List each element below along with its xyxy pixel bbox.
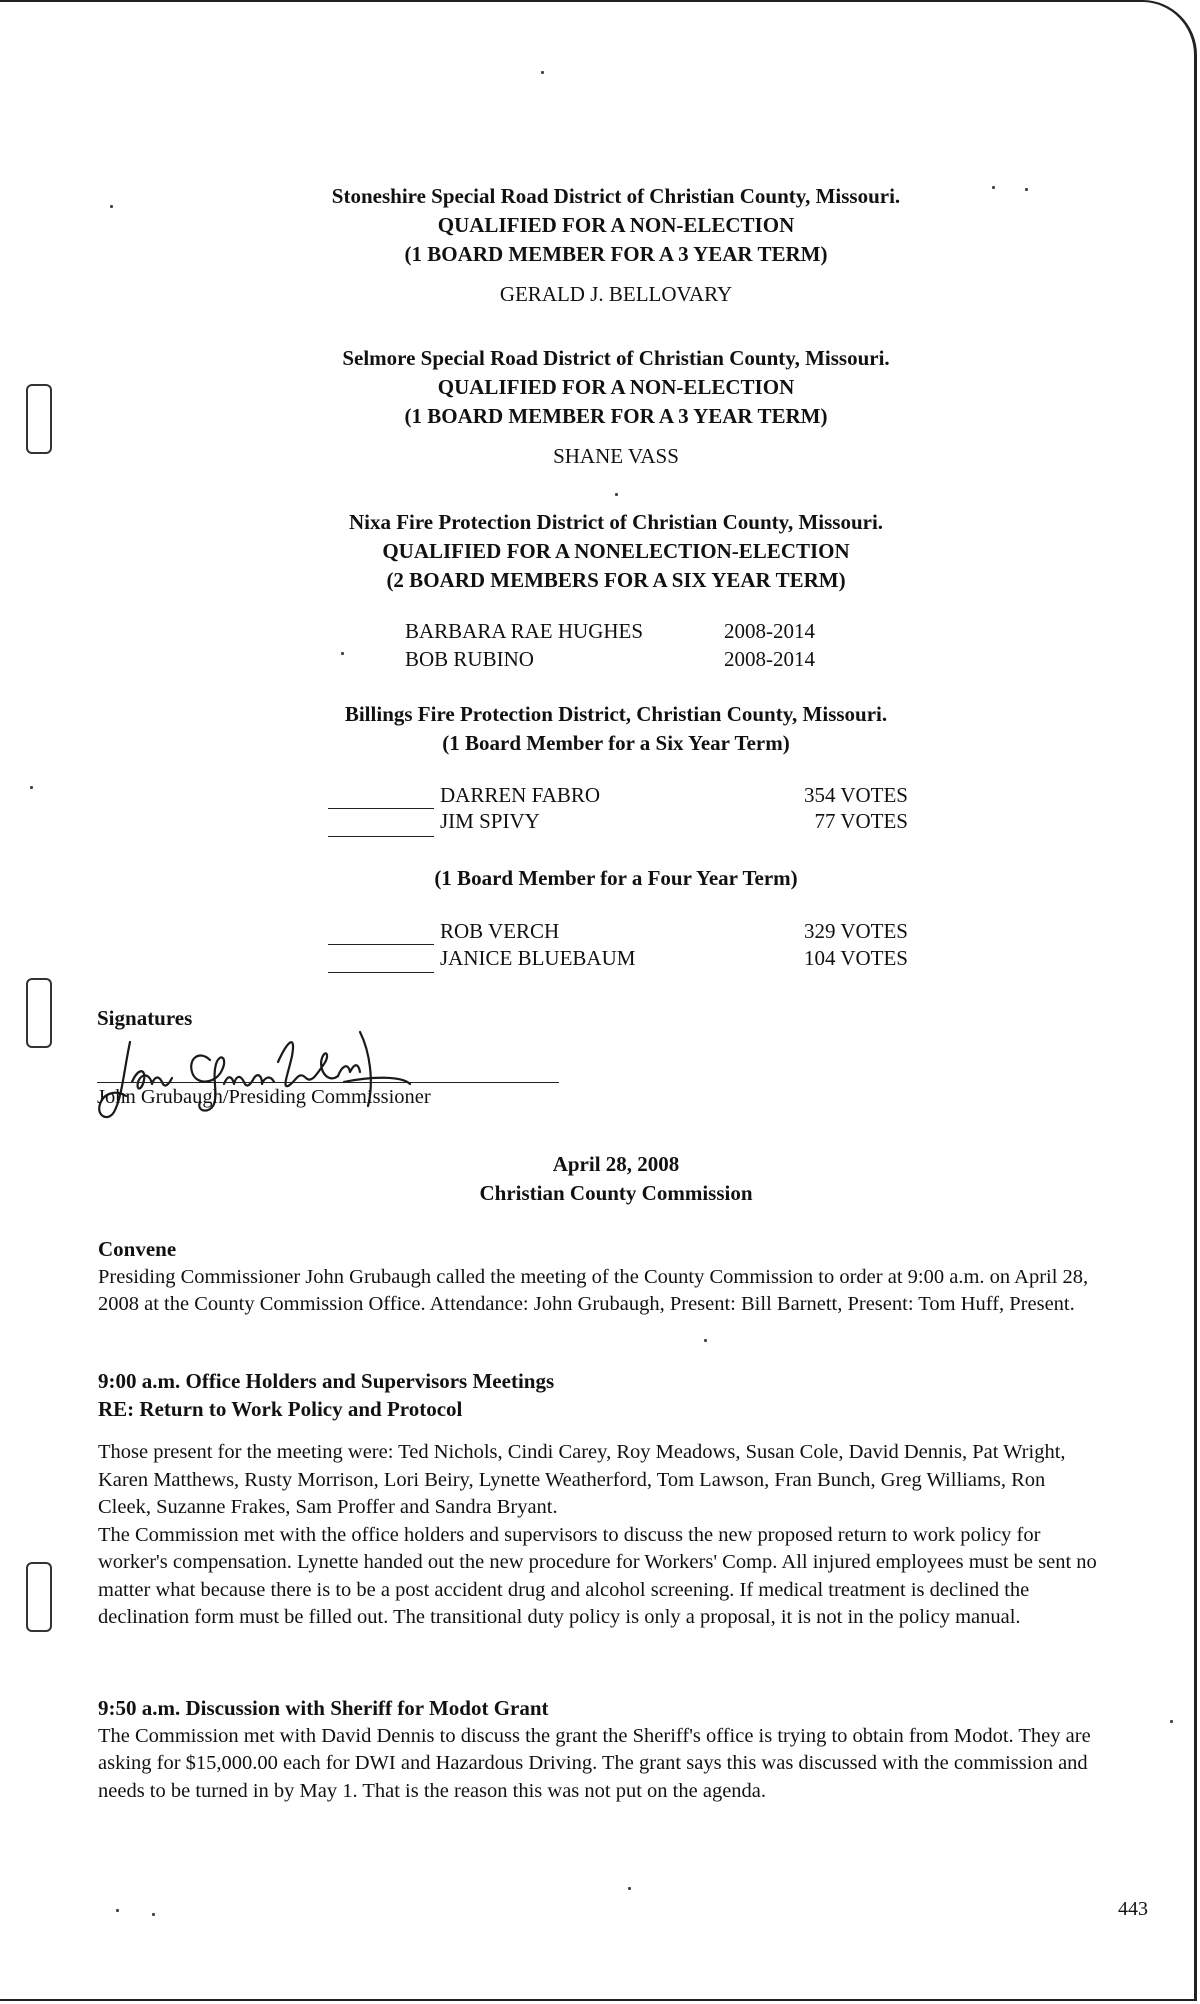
vote-blank-line (328, 944, 434, 945)
page-number: 443 (1118, 1898, 1148, 1920)
nixa-member-name: BOB RUBINO (405, 647, 534, 671)
punch-hole-bottom (26, 1562, 52, 1632)
candidate-name: JIM SPIVY (440, 809, 540, 833)
candidate-votes: 354 VOTES (803, 783, 908, 807)
qualification-status: QUALIFIED FOR A NON-ELECTION (437, 213, 795, 237)
section-text: The Commission met with David Dennis to discuss the grant the Sheriff's office is trying to obtain from Modot. They are asking for $15,000.00 each for DWI and Hazardous Driving. The grant says this was discussed with the commission and needs to be turned in by May 1. That is the reason this was not put on the agenda. (98, 1724, 1091, 1802)
meeting-header (0, 1150, 1200, 1208)
meeting-date: April 28, 2008 (552, 1152, 680, 1176)
scan-speck (541, 71, 544, 74)
section-text: Presiding Commissioner John Grubaugh called the meeting of the County Commission to order at 9:00 a.m. on April 28, 2008 at the County Commission Office. Attendance: John Grubaugh, Present: Bill Barnett, Present: Tom Huff, Present. (98, 1265, 1089, 1315)
candidate-name: JANICE BLUEBAUM (440, 946, 636, 970)
district-title: Selmore Special Road District of Christian County, Missouri. (342, 346, 890, 370)
board-member-name: GERALD J. BELLOVARY (499, 282, 733, 306)
board-member-name: SHANE VASS (553, 444, 679, 468)
scan-speck (615, 493, 618, 496)
scan-speck (704, 1339, 707, 1342)
nixa-member-name: BARBARA RAE HUGHES (405, 619, 644, 643)
sheriff-section (98, 1695, 1098, 1805)
section-subheading: RE: Return to Work Policy and Protocol (98, 1396, 463, 1421)
selmore-section (0, 344, 1200, 471)
qualification-status: QUALIFIED FOR A NON-ELECTION (437, 375, 795, 399)
term-description: (1 Board Member for a Four Year Term) (434, 866, 798, 890)
section-text: The Commission met with the office holders and supervisors to discuss the new proposed return to work policy for worker's compensation. Lynette handed out the new procedure for Workers' Comp. All injured employees must be sent no matter what because there is to be a post accident drug and alcohol screening. If medical treatment is declined the declination form must be filled out. The transitional duty policy is only a proposal, it is not in the policy manual. (98, 1523, 1097, 1628)
scan-speck (116, 1909, 119, 1912)
section-heading: 9:50 a.m. Discussion with Sheriff for Modot Grant (98, 1696, 549, 1720)
section-heading: Convene (98, 1237, 177, 1261)
district-title: Nixa Fire Protection District of Christian County, Missouri. (348, 510, 884, 534)
signer-name: John Grubaugh/Presiding Commissioner (97, 1086, 431, 1108)
district-title: Stoneshire Special Road District of Christian County, Missouri. (331, 184, 901, 208)
scan-speck (341, 652, 344, 655)
candidate-votes: 329 VOTES (803, 919, 908, 943)
scan-speck (1170, 1720, 1173, 1723)
term-description: (1 BOARD MEMBER FOR A 3 YEAR TERM) (404, 242, 828, 266)
district-title: Billings Fire Protection District, Christian County, Missouri. (344, 702, 888, 726)
signature-line (97, 1082, 559, 1083)
vote-blank-line (328, 972, 434, 973)
punch-hole-middle (26, 978, 52, 1048)
candidate-votes: 104 VOTES (803, 946, 908, 970)
scan-speck (152, 1913, 155, 1916)
billings-section (0, 700, 1200, 758)
scan-speck (30, 786, 33, 789)
section-heading: 9:00 a.m. Office Holders and Supervisors Meetings (98, 1369, 555, 1393)
vote-blank-line (328, 836, 434, 837)
qualification-status: QUALIFIED FOR A NONELECTION-ELECTION (382, 539, 850, 563)
signatures-heading: Signatures (97, 1006, 193, 1030)
term-description: (1 Board Member for a Six Year Term) (442, 731, 790, 755)
scan-speck (628, 1887, 631, 1890)
vote-blank-line (328, 808, 434, 809)
term-description: (2 BOARD MEMBERS FOR A SIX YEAR TERM) (386, 568, 846, 592)
office-holders-section (98, 1368, 1098, 1632)
stoneshire-section (0, 182, 1200, 309)
meeting-body: Christian County Commission (479, 1181, 753, 1205)
convene-section (98, 1236, 1098, 1319)
nixa-section (0, 508, 1200, 595)
nixa-member-years: 2008-2014 (724, 619, 815, 643)
nixa-member-years: 2008-2014 (724, 647, 815, 671)
candidate-name: ROB VERCH (440, 919, 560, 943)
signature-text: John Grubaugh (164, 1044, 171, 1045)
term-description: (1 BOARD MEMBER FOR A 3 YEAR TERM) (404, 404, 828, 428)
candidate-votes: 77 VOTES (814, 809, 908, 833)
candidate-name: DARREN FABRO (440, 783, 601, 807)
attendees-text: Those present for the meeting were: Ted Nichols, Cindi Carey, Roy Meadows, Susan Cole, David Dennis, Pat Wright, Karen Matthews, Rusty Morrison, Lori Beiry, Lynette Weatherford, Tom Lawson, Fran Bunch, Greg Williams, Ron Cleek, Suzanne Frakes, Sam Proffer and Sandra Bryant. (98, 1441, 1066, 1518)
